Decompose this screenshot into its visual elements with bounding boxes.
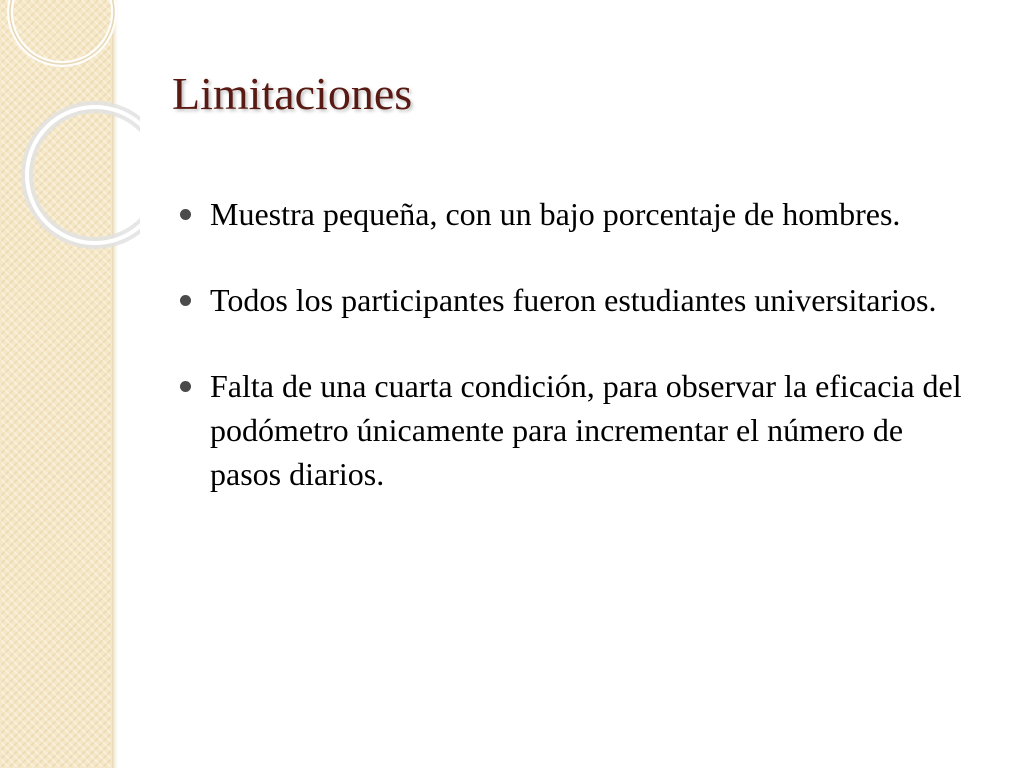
bullet-list [176,192,976,538]
decorative-rings [0,0,140,260]
bullet-item [176,192,976,236]
bullet-text: Todos los participantes fueron estudiantes universitarios. [210,282,937,318]
bullet-item [176,278,976,322]
slide-title: Limitaciones [172,68,413,119]
bullet-text: Falta de una cuarta condición, para observar la eficacia del podómetro únicamente para incrementar el número de pasos diarios. [210,368,962,492]
bullet-dot-icon [180,295,191,306]
bullet-dot-icon [180,381,191,392]
bullet-dot-icon [180,209,191,220]
bullet-text: Muestra pequeña, con un bajo porcentaje de hombres. [210,196,901,232]
bullet-item [176,364,976,496]
